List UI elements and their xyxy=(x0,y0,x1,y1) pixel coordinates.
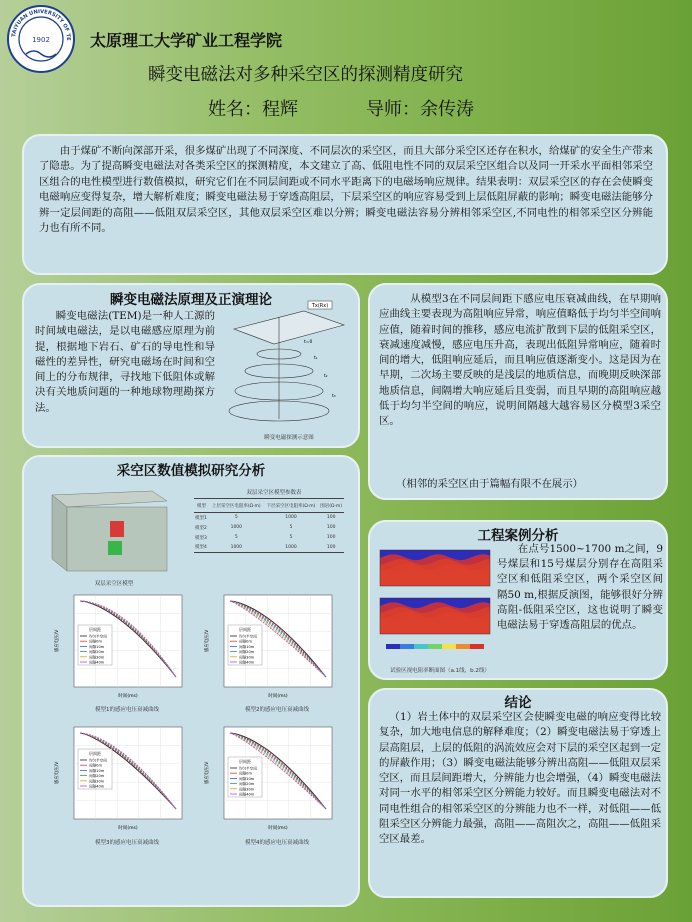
principle-panel xyxy=(22,283,360,448)
case-panel xyxy=(368,520,668,680)
legend-item: 均匀半空间 xyxy=(239,766,257,771)
legend-item: 均匀半空间 xyxy=(89,634,107,639)
model3-text: 从模型3在不同层间距下感应电压衰减曲线，在早期响应曲线主要表现为高阻响应异常，响应值略低于均匀半空间响应值，随着时间的推移，感应电流扩散到下层的低阻采空区，衰减速度减慢，感应电压升高，表现出低阻异常响应，随着时间的增大，低阻响应延后，而且响应值逐渐变小。这是因为在早期，二次场主要反映的是浅层的地质信息，而晚期反映深部地质信息，间隔增大响应延后且变弱，而且早期的高阻响应越低于均匀半空间的响应，说明间隔越大越容易区分模型3采空区。 xyxy=(379,293,661,428)
decay-plot-1-caption: 模型1的感应电压衰减曲线 xyxy=(94,707,159,713)
simulation-panel xyxy=(22,455,360,907)
decay-plot-3-caption: 模型3的感应电压衰减曲线 xyxy=(94,840,159,846)
param-cell: 1000 xyxy=(230,525,243,530)
decay-plot-3 xyxy=(52,719,192,839)
resistivity-section-figure xyxy=(376,544,494,664)
param-table-caption: 双层采空区模型参数表 xyxy=(246,490,302,496)
plot-x-label: 时间(ms) xyxy=(118,826,138,831)
legend-title: 层间距 xyxy=(239,759,251,764)
legend-item: 间隔10m xyxy=(239,644,255,649)
plot-y-label: 感应电压/V xyxy=(55,761,60,785)
tem-diagram xyxy=(224,299,354,434)
principle-title: 瞬变电磁法原理及正演理论 xyxy=(110,292,272,308)
param-cell: 1000 xyxy=(285,544,297,550)
legend-item: 间隔0m xyxy=(89,639,102,644)
legend-item: 间隔40m xyxy=(239,792,255,797)
param-cell: 模型4 xyxy=(195,545,207,551)
school-logo xyxy=(6,4,76,74)
tem-diagram-caption: 瞬变电磁探测示意图 xyxy=(264,435,314,441)
resistivity-section-caption: 试验区视电阻率断面图（a.1线，b.2线） xyxy=(390,668,490,674)
case-text: 在点号1500~1700 m之间，9号煤层和15号煤层分别存在高阻采空区和低阻采空区，两个采空区间隔50 m,根据反演图，能够很好分辨高阻-低阻采空区，这也说明了瞬变电磁法易于穿透高阻层的优点。 xyxy=(497,543,663,632)
plot-y-label: 感应电压/V xyxy=(205,629,210,653)
principle-text: 瞬变电磁法(TEM)是一种人工源的时间域电磁法，是以电磁感应原理为前提，根据地下岩石、矿石的导电性和导磁性的差异性，研究电磁场在时间和空间上的分布规律，寻找地下低阻体或解决有关地质问题的一种地球物理勘探方法。 xyxy=(35,310,215,414)
decay-plot-2-caption: 模型2的感应电压衰减曲线 xyxy=(244,707,309,713)
legend-item: 间隔20m xyxy=(239,782,255,787)
legend-item: 间隔40m xyxy=(89,784,105,789)
param-cell: 5 xyxy=(234,515,238,521)
decay-plot-4 xyxy=(202,719,342,839)
plot-y-label: 感应电压/V xyxy=(55,629,60,653)
logo-ring-text: TAIYUAN UNIVERSITY OF TE xyxy=(11,8,72,41)
legend-item: 间隔20m xyxy=(239,650,255,655)
logo-year: 1902 xyxy=(32,36,50,44)
legend-item: 间隔20m xyxy=(89,650,105,655)
legend-item: 间隔40m xyxy=(89,660,105,665)
param-header: 上层采空区电阻率(Ω·m) xyxy=(211,503,261,509)
param-header: 围岩(Ω·m) xyxy=(320,503,343,509)
legend-item: 间隔10m xyxy=(89,644,105,649)
param-cell: 模型3 xyxy=(195,535,207,541)
abstract-panel xyxy=(22,134,668,275)
param-table xyxy=(194,498,344,553)
param-cell: 100 xyxy=(326,515,336,521)
plot-x-label: 时间(ms) xyxy=(268,694,288,699)
model3-note: （相邻的采空区由于篇幅有限不在展示） xyxy=(396,478,584,490)
tem-time-label-3: t₃ xyxy=(332,394,336,399)
legend-title: 层间距 xyxy=(239,627,251,632)
param-cell: 模型2 xyxy=(195,525,207,531)
param-cell: 100 xyxy=(326,535,336,540)
conclusion-text: （1）岩土体中的双层采空区会使瞬变电磁的响应变得比较复杂，加大地电信息的解释难度；（2）瞬变电磁法易于穿透上层高阻层，上层的低阻的涡流效应会对下层的采空区起到一定的屏蔽作用；（3）瞬变电磁法能够分辨出高阻——低阻双层采空区，而且层间距增大，分辨能力也会增强，（4）瞬变电磁法对同一水平的相邻采空区分辨能力较好。而且瞬变电磁法对不同电性组合的相邻采空区的分辨能力也不一样，对低阻——低阻采空区分辨能力最强，高阻——高阻次之，高阻——低阻采空区最差。 xyxy=(379,711,661,846)
plot-x-label: 时间(ms) xyxy=(268,826,288,831)
decay-plot-4-caption: 模型4的感应电压衰减曲线 xyxy=(244,840,309,846)
decay-plot-1 xyxy=(52,587,192,707)
decay-plot-2 xyxy=(202,587,342,707)
tem-tx-label: Tx(Rx) xyxy=(311,303,329,309)
param-cell: 5 xyxy=(289,535,293,540)
legend-item: 均匀半空间 xyxy=(239,634,257,639)
poster-title: 瞬变电磁法对多种采空区的探测精度研究 xyxy=(148,65,463,85)
param-cell: 1000 xyxy=(230,544,243,550)
legend-item: 间隔10m xyxy=(239,776,255,781)
param-cell: 模型1 xyxy=(195,515,207,521)
legend-item: 间隔10m xyxy=(89,768,105,773)
abstract-text: 由于煤矿不断向深部开采，很多煤矿出现了不同深度、不同层次的采空区，而且大部分采空区还存在积水，给煤矿的安全生产带来了隐患。为了提高瞬变电磁法对各类采空区的探测精度，本文建立了高、低阻电性不同的双层采空区组合以及同一开采水平面相邻采空区组合的电性模型进行数值模拟，研究它们在不同层间距或不同水平距离下的电磁场响应规律。结果表明：双层采空区的存在会使瞬变电磁响应变得复杂，增大解析难度；瞬变电磁法易于穿透高阻层，下层采空区的响应容易受到上层低阻屏蔽的影响；瞬变电磁法能够分辨一定层间距的高阻——低阻双层采空区，其他双层采空区难以分辨；瞬变电磁法容易分辨相邻采空区,不同电性的相邻采空区分辨能力也有所不同。 xyxy=(39,145,653,235)
tem-time-label-1: t₁ xyxy=(314,356,318,361)
param-header: 下层采空区电阻率(Ω·m) xyxy=(266,503,316,509)
tem-time-label-0: t=0 xyxy=(304,340,313,345)
legend-item: 间隔0m xyxy=(89,763,102,768)
legend-item: 间隔0m xyxy=(239,639,252,644)
legend-item: 间隔30m xyxy=(89,779,105,784)
goaf-model-caption: 双层采空区模型 xyxy=(94,581,134,587)
plot-x-label: 时间(ms) xyxy=(118,694,138,699)
model3-panel xyxy=(368,283,668,500)
legend-item: 间隔30m xyxy=(89,655,105,660)
conclusion-title: 结论 xyxy=(504,695,532,711)
legend-item: 间隔30m xyxy=(239,787,255,792)
case-title: 工程案例分析 xyxy=(477,528,559,544)
legend-item: 间隔20m xyxy=(89,774,105,779)
legend-title: 层间距 xyxy=(89,627,101,632)
author-name: 姓名：程辉 xyxy=(208,99,298,120)
conclusion-panel xyxy=(368,688,668,898)
param-cell: 5 xyxy=(234,535,238,540)
legend-item: 间隔30m xyxy=(239,655,255,660)
tem-time-label-2: t₂ xyxy=(324,374,328,379)
param-cell: 100 xyxy=(326,544,336,550)
goaf-model-figure xyxy=(42,485,172,575)
school-name: 太原理工大学矿业工程学院 xyxy=(90,31,283,50)
param-header: 模型 xyxy=(196,503,206,509)
legend-item: 间隔40m xyxy=(239,660,255,665)
legend-item: 均匀半空间 xyxy=(89,758,107,763)
legend-title: 层间距 xyxy=(89,751,101,756)
simulation-title: 采空区数值模拟研究分析 xyxy=(116,463,266,479)
plot-y-label: 感应电压/V xyxy=(205,761,210,785)
param-cell: 1000 xyxy=(285,515,297,521)
param-cell: 5 xyxy=(289,525,293,530)
legend-item: 间隔0m xyxy=(239,771,252,776)
advisor-name: 导师：余传涛 xyxy=(366,99,474,120)
param-cell: 100 xyxy=(326,525,336,530)
